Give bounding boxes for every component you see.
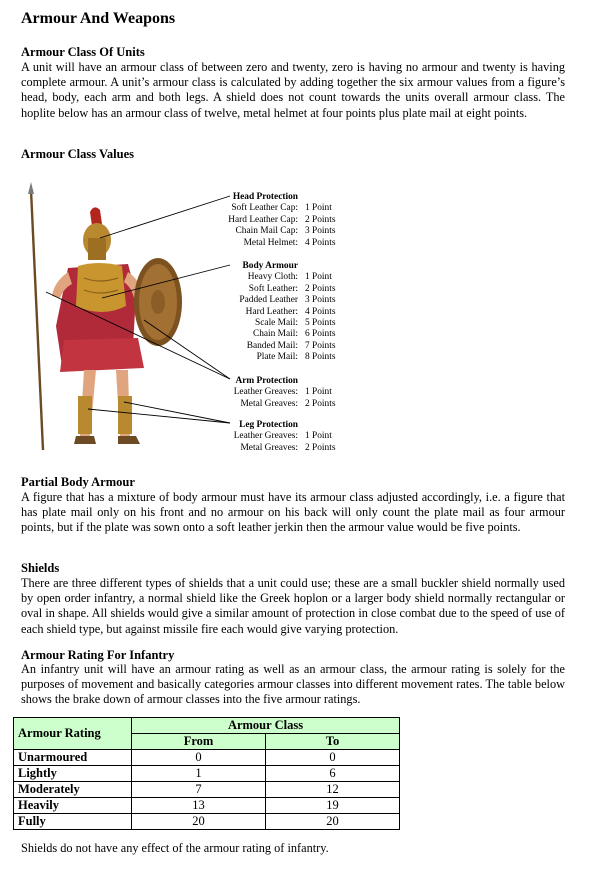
item-value: 1 Point	[305, 387, 332, 398]
item-value: 3 Points	[305, 295, 336, 306]
header-armour-class: Armour Class	[132, 718, 400, 734]
header-armour-rating: Armour Rating	[14, 718, 132, 750]
cell-from: 0	[132, 750, 266, 766]
cell-to: 6	[266, 766, 400, 782]
item-name: Chain Mail Cap:	[235, 226, 298, 237]
armour-values-figure	[20, 180, 350, 460]
heading-armour-rating-for-infantry: Armour Rating For Infantry	[21, 648, 175, 662]
item-name: Soft Leather Cap:	[231, 203, 298, 214]
item-name: Heavy Cloth:	[247, 272, 298, 283]
body-armour-group	[216, 261, 335, 364]
item-name: Padded Leather	[239, 295, 298, 306]
footer-note: Shields do not have any effect of the armour rating of infantry.	[21, 841, 329, 855]
item-name: Plate Mail:	[256, 352, 298, 363]
cell-from: 1	[132, 766, 266, 782]
table-row	[14, 814, 400, 830]
item-value: 2 Points	[305, 214, 336, 225]
item-name: Metal Helmet:	[243, 237, 298, 248]
item-name: Chain Mail:	[252, 329, 298, 340]
arm-protection-group	[216, 376, 335, 410]
heading-shields: Shields	[21, 561, 60, 575]
cell-rating: Lightly	[14, 766, 132, 782]
item-value: 2 Points	[305, 442, 336, 453]
item-name: Soft Leather:	[248, 283, 298, 294]
item-value: 1 Point	[305, 431, 332, 442]
paragraph-armour-rating-for-infantry: An infantry unit will have an armour rating as well as an armour class, the armour rating is solely for the purposes of movement and basically categories armour classes into different movement rates. The table below shows the brake down of armour classes into the five armour ratings.	[21, 662, 565, 707]
header-from: From	[132, 734, 266, 750]
group-title: Arm Protection	[235, 376, 298, 386]
heading-armour-class-values: Armour Class Values	[21, 147, 134, 161]
item-value: 4 Points	[305, 306, 336, 317]
cell-from: 20	[132, 814, 266, 830]
cell-from: 13	[132, 798, 266, 814]
item-value: 4 Points	[305, 237, 336, 248]
page-title: Armour And Weapons	[21, 10, 176, 27]
paragraph-partial-body-armour: A figure that has a mixture of body armour must have its armour class adjusted accordingly, i.e. a figure that has plate mail only on his front and no armour on his back will only count the plate mail as four armour points, but if the plate was sown onto a soft leather jerkin then the armour value would be five points.	[21, 490, 565, 535]
item-value: 2 Points	[305, 398, 336, 409]
item-value: 2 Points	[305, 283, 336, 294]
head-protection-group	[216, 192, 335, 249]
item-value: 8 Points	[305, 352, 336, 363]
group-title: Head Protection	[232, 192, 298, 202]
armour-rating-table	[13, 717, 400, 830]
item-name: Leather Greaves:	[233, 431, 298, 442]
leg-protection-group	[216, 420, 335, 454]
group-title: Body Armour	[242, 261, 298, 271]
item-value: 3 Points	[305, 226, 336, 237]
cell-rating: Unarmoured	[14, 750, 132, 766]
table-row	[14, 798, 400, 814]
item-name: Hard Leather:	[245, 306, 298, 317]
item-name: Leather Greaves:	[233, 387, 298, 398]
heading-partial-body-armour: Partial Body Armour	[21, 475, 135, 489]
group-title: Leg Protection	[239, 420, 298, 430]
item-value: 1 Point	[305, 203, 332, 214]
item-value: 6 Points	[305, 329, 336, 340]
cell-rating: Heavily	[14, 798, 132, 814]
cell-to: 12	[266, 782, 400, 798]
table-row	[14, 782, 400, 798]
item-value: 1 Point	[305, 272, 332, 283]
cell-rating: Fully	[14, 814, 132, 830]
cell-to: 20	[266, 814, 400, 830]
cell-to: 0	[266, 750, 400, 766]
table-row	[14, 766, 400, 782]
item-name: Hard Leather Cap:	[228, 214, 298, 225]
item-name: Metal Greaves:	[240, 398, 298, 409]
header-to: To	[266, 734, 400, 750]
item-name: Metal Greaves:	[240, 442, 298, 453]
heading-armour-class-of-units: Armour Class Of Units	[21, 45, 145, 59]
paragraph-armour-class-of-units: A unit will have an armour class of between zero and twenty, zero is having no armour and twenty is having complete armour. A unit’s armour class is calculated by adding together the six armour values from a figure’s head, body, each arm and both legs. A shield does not count towards the units overall armour class. The hoplite below has an armour class of twelve, metal helmet at four points plus plate mail at eight points.	[21, 60, 565, 120]
cell-to: 19	[266, 798, 400, 814]
table-row	[14, 750, 400, 766]
item-name: Banded Mail:	[246, 340, 298, 351]
cell-rating: Moderately	[14, 782, 132, 798]
item-name: Scale Mail:	[255, 318, 298, 329]
item-value: 7 Points	[305, 340, 336, 351]
table-header-row	[14, 718, 400, 734]
paragraph-shields: There are three different types of shields that a unit could use; these are a small buckler shield normally used by open order infantry, a normal shield like the Greek hoplon or a larger body shield normally rectangular or oval in shape. All shields would give a similar amount of protection in close combat due to the speed of use of each shield type, but against missile fire each would give varying protection.	[21, 576, 565, 636]
item-value: 5 Points	[305, 318, 336, 329]
cell-from: 7	[132, 782, 266, 798]
